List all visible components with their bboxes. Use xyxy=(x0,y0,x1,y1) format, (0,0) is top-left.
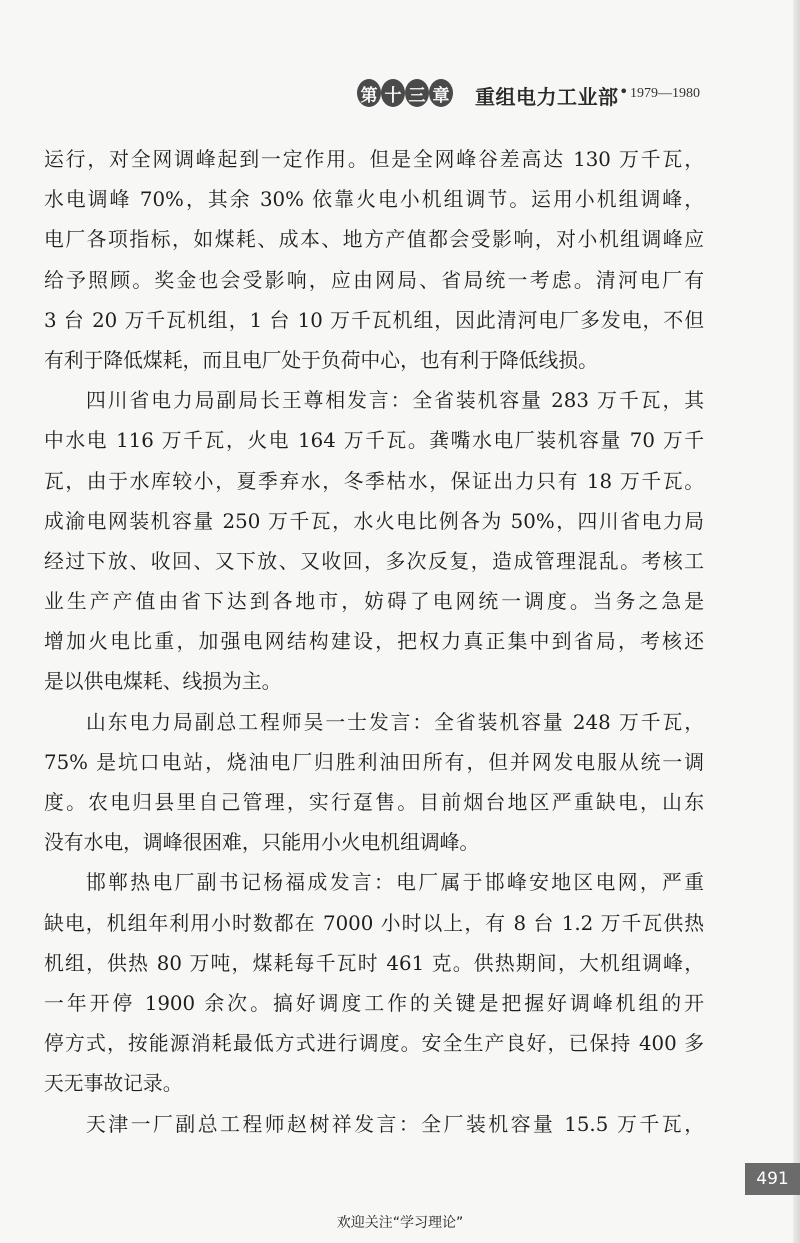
chapter-char: 章 xyxy=(429,79,453,107)
paragraph-start: 四川省电力局副局长王尊相发言：全省装机容量 283 万千瓦，其 xyxy=(86,389,704,413)
text-line: 中水电 116 万千瓦，火电 164 万千瓦。龚嘴水电厂装机容量 70 万千 xyxy=(44,429,704,453)
chapter-char: 三 xyxy=(405,79,429,107)
text-line: 电厂各项指标，如煤耗、成本、地方产值都会受影响，对小机组调峰应 xyxy=(44,228,704,252)
text-line: 水电调峰 70%，其余 30% 依靠火电小机组调节。运用小机组调峰， xyxy=(44,188,704,212)
text-line: 缺电，机组年利用小时数都在 7000 小时以上，有 8 台 1.2 万千瓦供热 xyxy=(44,911,704,935)
chapter-title: 重组电力工业部 xyxy=(475,85,619,109)
text-line: 度。农电归县里自己管理，实行趸售。目前烟台地区严重缺电，山东 xyxy=(44,791,704,814)
text-line: 成渝电网装机容量 250 万千瓦，水火电比例各为 50%，四川省电力局 xyxy=(44,509,704,533)
chapter-char: 十 xyxy=(381,79,405,107)
paragraph-start: 天津一厂副总工程师赵树祥发言：全厂装机容量 15.5 万千瓦， xyxy=(86,1112,704,1136)
paragraph-start: 山东电力局副总工程师吴一士发言：全省装机容量 248 万千瓦， xyxy=(86,710,704,734)
text-line: 3 台 20 万千瓦机组，1 台 10 万千瓦机组，因此清河电厂多发电，不但 xyxy=(44,308,704,332)
text-line: 经过下放、收回、又下放、又收回，多次反复，造成管理混乱。考核工 xyxy=(44,549,704,573)
footer-watermark: 欢迎关注“学习理论” xyxy=(336,1215,464,1231)
text-line: 业生产产值由省下达到各地市，妨碍了电网统一调度。当务之急是 xyxy=(44,590,704,614)
text-line: 瓦，由于水库较小，夏季弃水，冬季枯水，保证出力只有 18 万千瓦。 xyxy=(44,469,704,493)
page-edge xyxy=(793,0,800,1243)
chapter-badge xyxy=(357,78,453,108)
body-text xyxy=(44,140,704,1145)
text-line: 一年开停 1900 余次。搞好调度工作的关键是把握好调峰机组的开 xyxy=(44,991,704,1015)
chapter-char: 第 xyxy=(357,79,381,107)
text-line: 75% 是坑口电站，烧油电厂归胜利油田所有，但并网发电服从统一调 xyxy=(44,750,704,774)
text-line: 运行，对全网调峰起到一定作用。但是全网峰谷差高达 130 万千瓦， xyxy=(44,148,704,171)
paragraph-start: 邯郸热电厂副书记杨福成发言：电厂属于邯峰安地区电网，严重 xyxy=(86,871,704,895)
text-line: 天无事故记录。 xyxy=(44,1072,183,1096)
text-line: 给予照顾。奖金也会受影响，应由网局、省局统一考虑。清河电厂有 xyxy=(44,268,704,292)
running-header xyxy=(0,78,800,112)
text-line: 增加火电比重，加强电网结构建设，把权力真正集中到省局，考核还 xyxy=(44,630,704,654)
chapter-years: 1979—1980 xyxy=(630,86,700,101)
text-line: 有利于降低煤耗，而且电厂处于负荷中心，也有利于降低线损。 xyxy=(44,348,598,372)
text-line: 机组，供热 80 万吨，煤耗每千瓦时 461 克。供热期间，大机组调峰， xyxy=(44,951,704,975)
page-number: 491 xyxy=(745,1163,800,1195)
header-separator: • xyxy=(619,82,629,101)
text-line: 是以供电煤耗、线损为主。 xyxy=(44,670,282,694)
text-line: 停方式，按能源消耗最低方式进行调度。安全生产良好，已保持 400 多 xyxy=(44,1032,704,1056)
text-line: 没有水电，调峰很困难，只能用小火电机组调峰。 xyxy=(44,831,480,855)
